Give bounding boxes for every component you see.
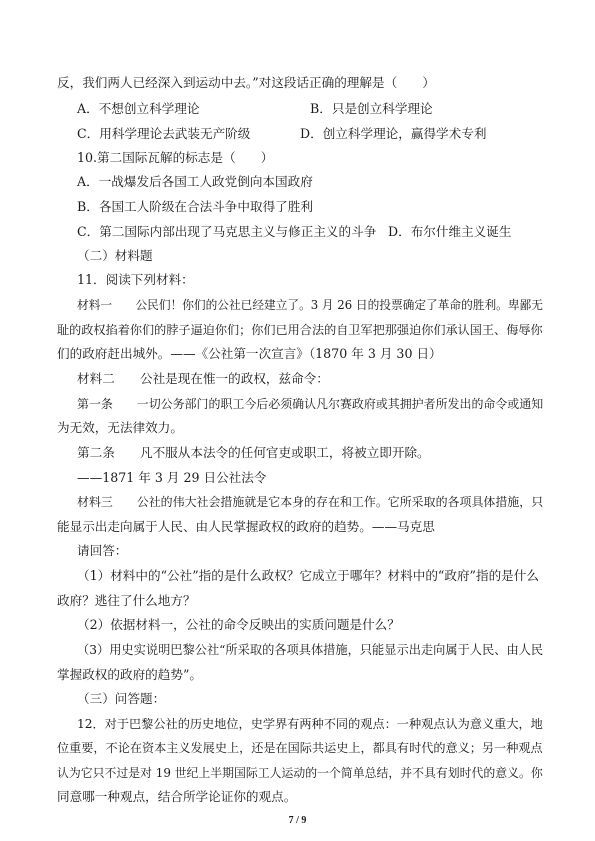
q11-material2-line1: 材料二 公社是现在惟一的政权，兹命令： [77, 371, 329, 386]
q12-line2: 位重要，不论在资本主义发展史上，还是在国际共运史上，都具有时代的意义；另一种观点 [57, 741, 543, 755]
page-number: 7 / 9 [288, 815, 307, 826]
q11-material1-line3: 们的政府赶出城外。——《公社第一次宣言》（1870 年 3 月 30 日） [57, 346, 442, 361]
q11-stem: 11．阅读下列材料： [77, 272, 194, 287]
q10-option-d: D．布尔什维主义诞生 [388, 224, 512, 239]
q11-material2-source: ——1871 年 3 月 29 日公社法令 [77, 470, 267, 485]
q11-material2-line2: 第一条 一切公务部门的职工今后必须确认凡尔赛政府或其拥护者所发出的命令或通知 [77, 397, 544, 411]
q11-sub3-line1: （3）用史实说明巴黎公社“所采取的各项具体措施，只能显示出走向属于人民、由人民 [77, 643, 544, 657]
q9-option-c: C．用科学理论去武装无产阶级 [77, 126, 251, 141]
q10-option-b: B．各国工人阶级在合法斗争中取得了胜利 [77, 199, 313, 214]
q9-stem-tail: 反，我们两人已经深入到运动中去。”对这段话正确的理解是（ ） [57, 75, 435, 90]
section-title-essay: （三）问答题： [77, 691, 166, 706]
q9-option-d: D．创立科学理论，赢得学术专利 [300, 126, 487, 141]
q11-sub1-line2: 政府？逃往了什么地方？ [57, 593, 196, 608]
q12-line4: 同意哪一种观点，结合所学论证你的观点。 [57, 789, 297, 804]
section-title-material: （二）材料题 [77, 248, 153, 263]
q9-option-b: B．只是创立科学理论 [310, 101, 433, 116]
q11-material2-line3: 为无效，无法律效力。 [57, 420, 183, 435]
q10-option-c: C．第二国际内部出现了马克思主义与修正主义的斗争 [77, 224, 377, 239]
q11-material2-line4: 第二条 凡不服从本法令的任何官吏或职工，将被立即开除。 [77, 445, 430, 460]
q11-sub1-line1: （1）材料中的“公社”指的是什么政权？它成立于哪年？材料中的“政府”指的是什么 [77, 568, 539, 583]
q9-option-a: A．不想创立科学理论 [77, 101, 200, 116]
q11-material1-line2: 耻的政权掐着你们的脖子逼迫你们；你们已用合法的自卫军把那强迫你们承认国王、侮辱你 [57, 323, 543, 337]
q12-line3: 认为它只不过是对 19 世纪上半期国际工人运动的一个简单总结，并不具有划时代的意义。你 [57, 766, 543, 780]
q11-material3-line1: 材料三 公社的伟大社会措施就是它本身的存在和工作。它所采取的各项具体措施，只 [77, 495, 544, 509]
q11-sub3-line2: 掌握政权的政府的趋势”。 [57, 667, 202, 682]
q10-stem: 10.第二国际瓦解的标志是（ ） [77, 150, 274, 165]
q11-sub2: （2）依据材料一，公社的命令反映出的实质问题是什么？ [77, 617, 400, 632]
q10-option-a: A．一战爆发后各国工人政党倒向本国政府 [77, 174, 313, 189]
q11-material3-line2: 能显示出走向属于人民、由人民掌握政权的政府的趋势。——马克思 [57, 519, 435, 534]
q11-ask-label: 请回答： [77, 543, 128, 558]
q12-line1: 12．对于巴黎公社的历史地位，史学界有两种不同的观点：一种观点认为意义重大，地 [77, 717, 543, 731]
q11-material1-line1: 材料一 公民们！你们的公社已经建立了。3 月 26 日的投票确定了革命的胜利。卑鄙无 [77, 298, 543, 312]
